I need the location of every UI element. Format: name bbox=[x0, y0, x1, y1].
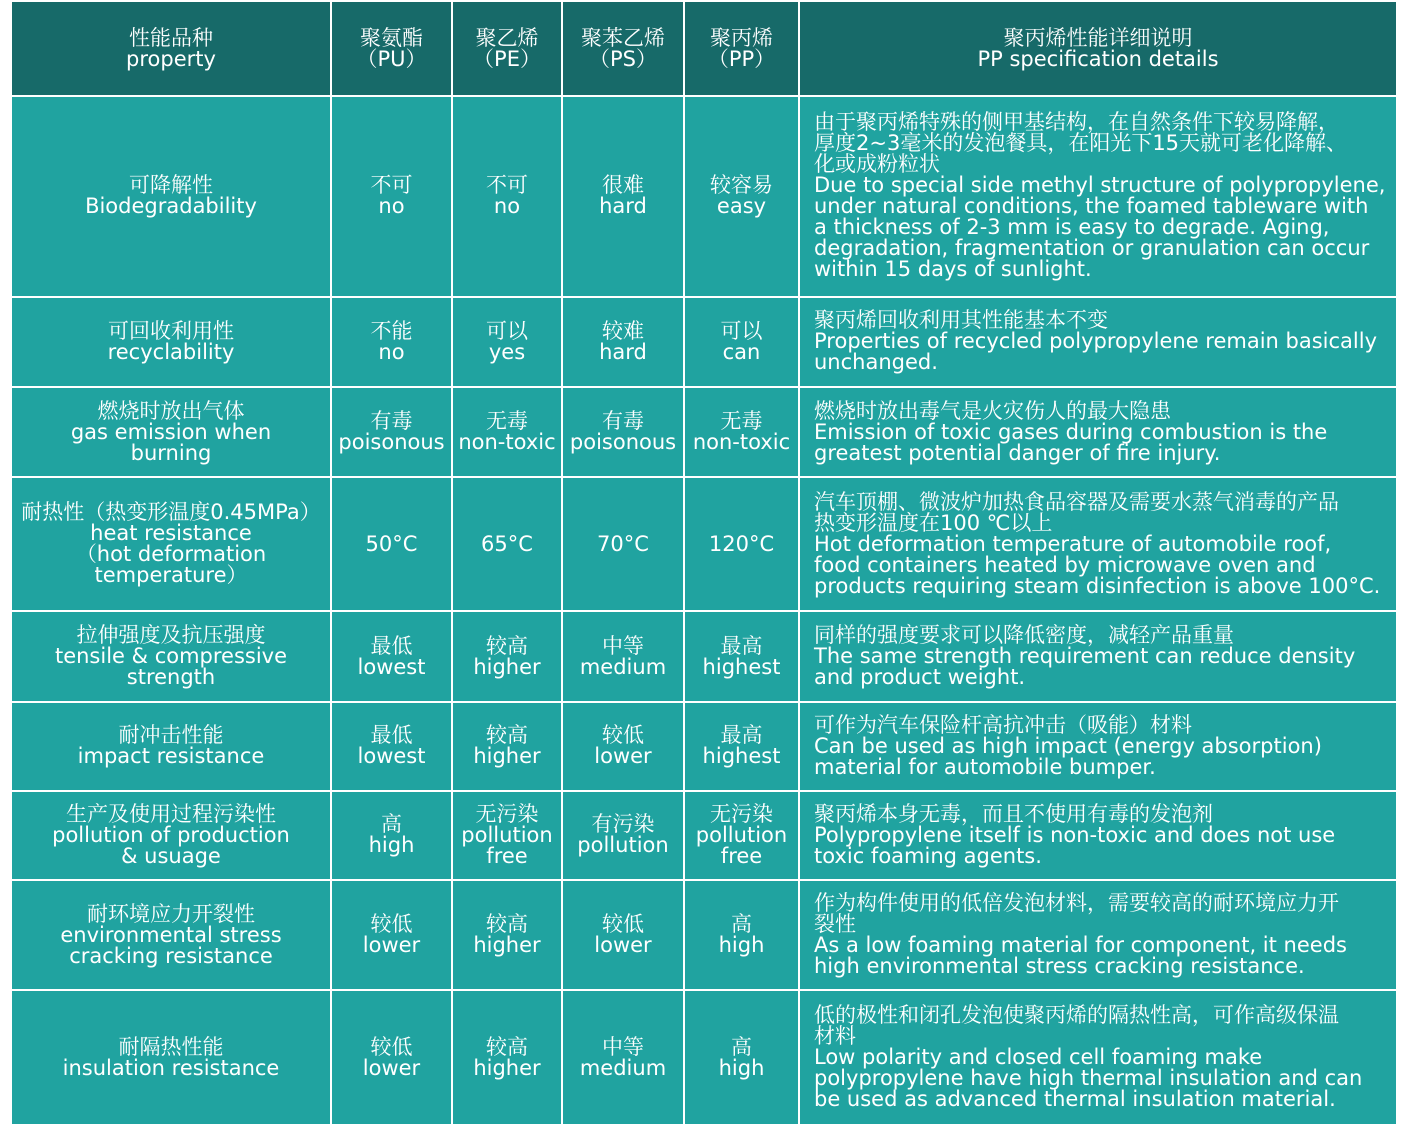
cell-line: environmental stress bbox=[60, 922, 282, 947]
cell-pe bbox=[452, 702, 562, 790]
cell-details bbox=[799, 990, 1397, 1125]
cell-line: a thickness of 2-3 mm is easy to degrade. Aging, bbox=[814, 215, 1330, 240]
cell-pe bbox=[452, 791, 562, 880]
cell-line: greatest potential danger of fire injury. bbox=[814, 440, 1221, 465]
cell-line: 可以 bbox=[486, 318, 528, 343]
cell-line: 耐环境应力开裂性 bbox=[87, 901, 255, 926]
cell-line: pollution bbox=[577, 833, 669, 858]
cell-line: lower bbox=[594, 933, 652, 958]
cell-pp bbox=[684, 477, 799, 611]
header-ps-zh: 聚苯乙烯 bbox=[581, 25, 665, 50]
cell-property bbox=[11, 990, 331, 1125]
cell-line: strength bbox=[126, 665, 216, 690]
cell-line: 拉伸强度及抗压强度 bbox=[76, 623, 266, 648]
cell-line: 120°C bbox=[708, 531, 775, 556]
header-details bbox=[799, 1, 1397, 96]
cell-line: 厚度2~3毫米的发泡餐具，在阳光下15天就可老化降解、 bbox=[814, 131, 1348, 156]
cell-line: hard bbox=[599, 194, 647, 219]
cell-line: 较低 bbox=[370, 912, 413, 937]
cell-line: heat resistance bbox=[90, 521, 252, 546]
cell-line: 作为构件使用的低倍发泡材料，需要较高的耐环境应力开 bbox=[814, 891, 1339, 916]
cell-pu bbox=[331, 611, 452, 702]
cell-line: 无毒 bbox=[486, 409, 528, 434]
cell-line: easy bbox=[716, 194, 767, 219]
cell-line: Biodegradability bbox=[85, 194, 257, 219]
cell-line: 较高 bbox=[486, 1034, 528, 1059]
row-biodegradability bbox=[11, 96, 1397, 297]
cell-line: material for automobile bumper. bbox=[814, 754, 1156, 779]
cell-line: hard bbox=[599, 339, 647, 364]
cell-line: no bbox=[378, 194, 405, 219]
cell-line: cracking resistance bbox=[69, 943, 273, 968]
cell-line: 最低 bbox=[370, 723, 413, 748]
cell-line: 中等 bbox=[602, 633, 644, 658]
cell-line: unchanged. bbox=[814, 350, 938, 375]
cell-line: 可作为汽车保险杆高抗冲击（吸能）材料 bbox=[814, 712, 1192, 737]
header-pp-zh: 聚丙烯 bbox=[710, 25, 773, 50]
cell-line: higher bbox=[473, 654, 541, 679]
cell-line: lower bbox=[362, 1055, 421, 1080]
cell-line: 聚丙烯本身无毒，而且不使用有毒的发泡剂 bbox=[814, 801, 1213, 826]
cell-line: poisonous bbox=[338, 430, 445, 455]
cell-line: 燃烧时放出毒气是火灾伤人的最大隐患 bbox=[814, 398, 1171, 423]
row-gas-emission bbox=[11, 387, 1397, 477]
cell-line: As a low foaming material for component, it needs bbox=[814, 933, 1347, 958]
cell-line: 可回收利用性 bbox=[108, 318, 234, 343]
cell-pp bbox=[684, 702, 799, 790]
cell-line: degradation, fragmentation or granulation can occur bbox=[814, 236, 1370, 261]
cell-line: lower bbox=[594, 744, 652, 769]
header-ps bbox=[562, 1, 684, 96]
header-pp bbox=[684, 1, 799, 96]
cell-pu bbox=[331, 702, 452, 790]
cell-line: 由于聚丙烯特殊的侧甲基结构，在自然条件下较易降解， bbox=[814, 110, 1339, 135]
cell-line: 高 bbox=[381, 812, 402, 837]
cell-details bbox=[799, 702, 1397, 790]
cell-line: insulation resistance bbox=[62, 1055, 280, 1080]
cell-line: yes bbox=[488, 339, 526, 364]
header-property bbox=[11, 1, 331, 96]
cell-details bbox=[799, 880, 1397, 990]
cell-pp bbox=[684, 387, 799, 477]
cell-line: 可以 bbox=[720, 318, 763, 343]
cell-line: 生产及使用过程污染性 bbox=[66, 801, 276, 826]
cell-property bbox=[11, 880, 331, 990]
cell-line: 很难 bbox=[602, 173, 644, 198]
row-insulation bbox=[11, 990, 1397, 1125]
header-pu bbox=[331, 1, 452, 96]
cell-pe bbox=[452, 477, 562, 611]
cell-line: pollution bbox=[461, 822, 553, 847]
cell-ps bbox=[562, 297, 684, 387]
cell-line: within 15 days of sunlight. bbox=[814, 257, 1092, 282]
cell-line: toxic foaming agents. bbox=[814, 843, 1042, 868]
cell-line: 耐冲击性能 bbox=[118, 723, 224, 748]
cell-line: be used as advanced thermal insulation material. bbox=[814, 1087, 1336, 1112]
cell-line: 汽车顶棚、微波炉加热食品容器及需要水蒸气消毒的产品 bbox=[814, 489, 1339, 514]
cell-pp bbox=[684, 880, 799, 990]
cell-ps bbox=[562, 611, 684, 702]
cell-line: & usuage bbox=[121, 843, 221, 868]
cell-line: no bbox=[493, 194, 521, 219]
cell-line: poisonous bbox=[569, 430, 677, 455]
header-pu-zh: 聚氨酯 bbox=[360, 25, 423, 50]
cell-line: 最高 bbox=[720, 633, 763, 658]
cell-line: no bbox=[378, 339, 405, 364]
cell-line: can bbox=[722, 339, 761, 364]
cell-pe bbox=[452, 990, 562, 1125]
cell-line: 耐热性（热变形温度0.45MPa） bbox=[21, 500, 321, 525]
cell-line: 较容易 bbox=[710, 173, 773, 198]
cell-line: 可降解性 bbox=[129, 173, 213, 198]
cell-line: 较低 bbox=[602, 912, 644, 937]
pp-comparison-table bbox=[10, 0, 1398, 1126]
cell-ps bbox=[562, 477, 684, 611]
cell-line: higher bbox=[473, 933, 541, 958]
cell-line: tensile & compressive bbox=[54, 644, 288, 669]
cell-line: 耐隔热性能 bbox=[118, 1034, 224, 1059]
header-ps-abbr: （PS） bbox=[589, 46, 657, 71]
row-heat-resistance bbox=[11, 477, 1397, 611]
cell-property bbox=[11, 297, 331, 387]
cell-pp bbox=[684, 297, 799, 387]
cell-line: 不可 bbox=[370, 173, 413, 198]
cell-ps bbox=[562, 791, 684, 880]
cell-ps bbox=[562, 880, 684, 990]
cell-line: highest bbox=[702, 744, 781, 769]
cell-line: Low polarity and closed cell foaming make bbox=[814, 1045, 1263, 1070]
cell-pp bbox=[684, 791, 799, 880]
cell-pu bbox=[331, 387, 452, 477]
cell-line: medium bbox=[579, 1055, 667, 1080]
cell-line: highest bbox=[702, 654, 781, 679]
cell-ps bbox=[562, 387, 684, 477]
cell-property bbox=[11, 791, 331, 880]
cell-line: 70°C bbox=[597, 531, 649, 556]
cell-line: 最低 bbox=[370, 633, 413, 658]
cell-line: 化或成粉粒状 bbox=[814, 152, 940, 177]
cell-line: high bbox=[718, 1055, 765, 1080]
cell-pe bbox=[452, 387, 562, 477]
cell-pu bbox=[331, 791, 452, 880]
cell-details bbox=[799, 96, 1397, 297]
cell-line: free bbox=[720, 843, 763, 868]
cell-line: food containers heated by microwave oven and bbox=[814, 552, 1316, 577]
cell-pe bbox=[452, 611, 562, 702]
header-details-zh: 聚丙烯性能详细说明 bbox=[1003, 25, 1193, 50]
cell-line: products requiring steam disinfection is above 100°C. bbox=[814, 573, 1381, 598]
cell-pp bbox=[684, 990, 799, 1125]
row-recyclability bbox=[11, 297, 1397, 387]
cell-details bbox=[799, 387, 1397, 477]
header-pu-abbr: （PU） bbox=[356, 46, 427, 71]
cell-line: Emission of toxic gases during combustion is the bbox=[814, 419, 1328, 444]
cell-line: 高 bbox=[731, 1034, 752, 1059]
cell-line: polypropylene have high thermal insulation and can bbox=[814, 1066, 1363, 1091]
cell-line: 有毒 bbox=[602, 409, 644, 434]
cell-details bbox=[799, 297, 1397, 387]
cell-property bbox=[11, 611, 331, 702]
cell-pu bbox=[331, 477, 452, 611]
cell-line: Polypropylene itself is non-toxic and does not use bbox=[814, 822, 1336, 847]
cell-line: Due to special side methyl structure of polypropylene, bbox=[814, 173, 1386, 198]
cell-line: 50°C bbox=[365, 531, 418, 556]
cell-line: high environmental stress cracking resistance. bbox=[814, 954, 1305, 979]
cell-details bbox=[799, 611, 1397, 702]
cell-line: 较低 bbox=[370, 1034, 413, 1059]
cell-line: higher bbox=[473, 744, 541, 769]
cell-property bbox=[11, 702, 331, 790]
cell-line: 无污染 bbox=[710, 801, 773, 826]
cell-pp bbox=[684, 611, 799, 702]
cell-pe bbox=[452, 96, 562, 297]
cell-details bbox=[799, 477, 1397, 611]
cell-line: Properties of recycled polypropylene remain basically bbox=[814, 329, 1378, 354]
cell-line: 较高 bbox=[486, 723, 528, 748]
cell-line: 同样的强度要求可以降低密度，减轻产品重量 bbox=[814, 623, 1234, 648]
cell-line: pollution bbox=[695, 822, 788, 847]
cell-line: higher bbox=[473, 1055, 541, 1080]
cell-line: high bbox=[718, 933, 765, 958]
cell-ps bbox=[562, 702, 684, 790]
cell-line: Can be used as high impact (energy absorption) bbox=[814, 733, 1322, 758]
cell-line: recyclability bbox=[107, 339, 235, 364]
header-details-en: PP specification details bbox=[977, 46, 1219, 71]
cell-pu bbox=[331, 880, 452, 990]
cell-line: free bbox=[486, 843, 528, 868]
header-property-zh: 性能品种 bbox=[129, 25, 213, 50]
cell-line: gas emission when bbox=[70, 419, 272, 444]
row-pollution bbox=[11, 791, 1397, 880]
cell-line: high bbox=[368, 833, 415, 858]
cell-line: 较高 bbox=[486, 633, 528, 658]
row-impact-resistance bbox=[11, 702, 1397, 790]
cell-line: medium bbox=[579, 654, 667, 679]
cell-line: non-toxic bbox=[458, 430, 556, 455]
cell-line: （hot deformation bbox=[75, 542, 267, 567]
cell-line: 65°C bbox=[481, 531, 533, 556]
cell-line: lowest bbox=[357, 654, 426, 679]
cell-pu bbox=[331, 297, 452, 387]
header-property-en: property bbox=[126, 46, 216, 71]
cell-line: 裂性 bbox=[814, 912, 856, 937]
cell-line: 无污染 bbox=[475, 801, 539, 826]
cell-line: non-toxic bbox=[692, 430, 791, 455]
cell-line: lower bbox=[362, 933, 421, 958]
cell-line: 高 bbox=[731, 912, 752, 937]
cell-line: 较难 bbox=[602, 318, 644, 343]
cell-line: Hot deformation temperature of automobile roof, bbox=[814, 531, 1332, 556]
cell-line: pollution of production bbox=[52, 822, 290, 847]
cell-line: 聚丙烯回收利用其性能基本不变 bbox=[814, 308, 1108, 333]
header-pe-zh: 聚乙烯 bbox=[475, 25, 539, 50]
header-row bbox=[11, 1, 1397, 96]
header-pe bbox=[452, 1, 562, 96]
cell-line: 有毒 bbox=[370, 409, 413, 434]
cell-ps bbox=[562, 990, 684, 1125]
cell-details bbox=[799, 791, 1397, 880]
header-pe-abbr: （PE） bbox=[473, 46, 541, 71]
cell-property bbox=[11, 477, 331, 611]
cell-line: 热变形温度在100 ℃以上 bbox=[814, 510, 1053, 535]
cell-line: 较高 bbox=[486, 912, 528, 937]
cell-line: 无毒 bbox=[720, 409, 763, 434]
cell-pu bbox=[331, 96, 452, 297]
cell-line: temperature） bbox=[94, 563, 248, 588]
cell-pe bbox=[452, 297, 562, 387]
row-tensile-strength bbox=[11, 611, 1397, 702]
cell-line: 中等 bbox=[602, 1034, 644, 1059]
header-pp-abbr: （PP） bbox=[707, 46, 776, 71]
cell-line: 不可 bbox=[486, 173, 528, 198]
cell-line: and product weight. bbox=[814, 665, 1026, 690]
cell-pp bbox=[684, 96, 799, 297]
cell-line: 不能 bbox=[370, 318, 413, 343]
cell-line: 燃烧时放出气体 bbox=[97, 398, 245, 423]
cell-pe bbox=[452, 880, 562, 990]
cell-line: burning bbox=[130, 440, 212, 465]
cell-line: 有污染 bbox=[591, 812, 655, 837]
cell-property bbox=[11, 387, 331, 477]
row-stress-cracking bbox=[11, 880, 1397, 990]
cell-line: 最高 bbox=[720, 723, 763, 748]
cell-ps bbox=[562, 96, 684, 297]
cell-property bbox=[11, 96, 331, 297]
cell-line: under natural conditions, the foamed tableware with bbox=[814, 194, 1369, 219]
cell-pu bbox=[331, 990, 452, 1125]
cell-line: 材料 bbox=[814, 1024, 856, 1049]
cell-line: 低的极性和闭孔发泡使聚丙烯的隔热性高，可作高级保温 bbox=[814, 1003, 1339, 1028]
cell-line: 较低 bbox=[602, 723, 644, 748]
cell-line: impact resistance bbox=[77, 744, 265, 769]
cell-line: The same strength requirement can reduce density bbox=[814, 644, 1356, 669]
cell-line: lowest bbox=[357, 744, 426, 769]
